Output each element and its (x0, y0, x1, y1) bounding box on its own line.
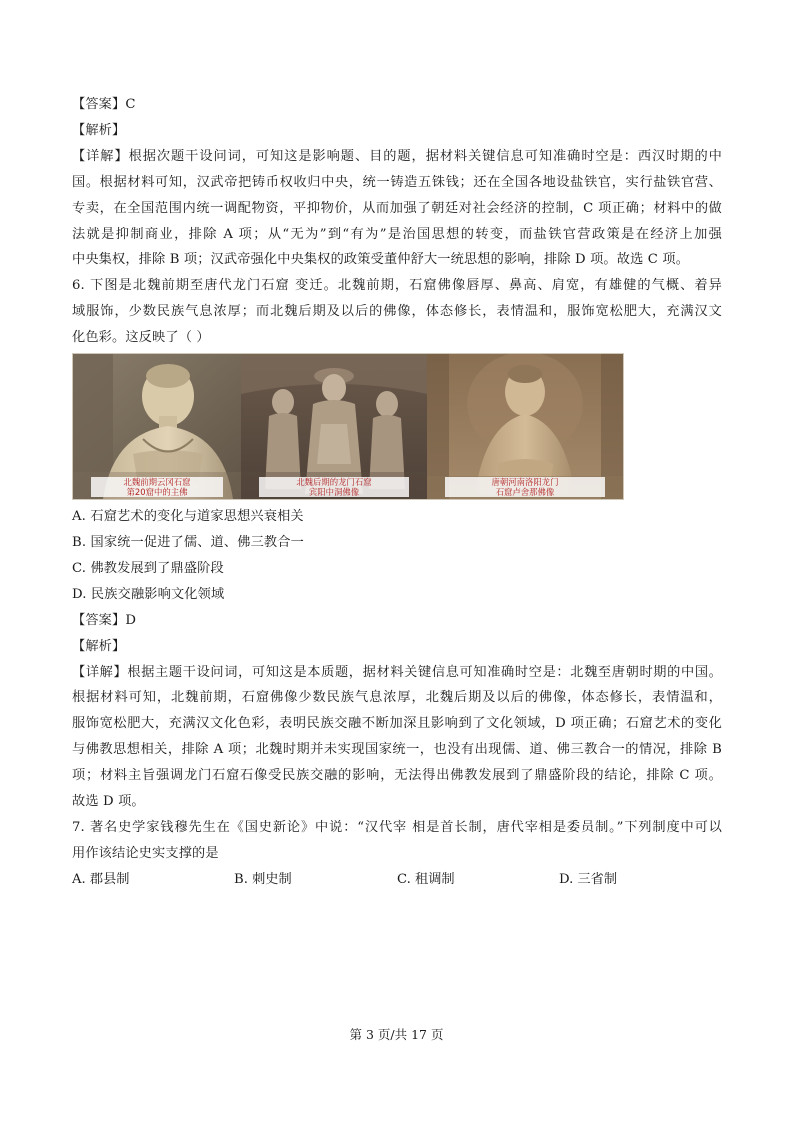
detail-q6-line: 【详解】根据主题干设问词，可知这是本质题，据材料关键信息可知准确时空是：北魏至唐朝时期的中国。 (72, 664, 722, 680)
caption-line: 北魏后期的龙门石窟 (259, 477, 409, 487)
caption-binyang (241, 477, 427, 497)
answer-q5: 【答案】C (72, 97, 136, 112)
longmen-vairocana-image (427, 354, 623, 499)
grotto-buddha-figure (72, 353, 624, 500)
question-6-line: 6. 下图是北魏前期至唐代龙门石窟 变迁。北魏前期，石窟佛像唇厚、鼻高、肩宽，有雄健的气概、着异 (72, 278, 722, 294)
caption-line: 石窟卢舍那佛像 (445, 487, 605, 497)
question-7-line: 7. 著名史学家钱穆先生在《国史新论》中说：“汉代宰 相是首长制，唐代宰相是委员制。”下列制度中可以 (72, 819, 722, 835)
detail-q6-line: 根据材料可知，北魏前期，石窟佛像少数民族气息浓厚，北魏后期及以后的佛像，体态修长，表情温和， (72, 690, 722, 706)
detail-q5 (72, 144, 722, 274)
caption-line: 北魏前期云冈石窟 (91, 477, 223, 487)
detail-q6-line: 项；材料主旨强调龙门石窟石像受民族交融的影响，无法得出佛教发展到了鼎盛阶段的结论，排除 C 项。 (72, 768, 722, 784)
question-7-option-c[interactable]: C. 租调制 (397, 871, 455, 887)
question-6-stem (72, 273, 722, 351)
question-6-line: 域服饰，少数民族气息浓厚；而北魏后期及以后的佛像，体态修长，表情温和，服饰宽松肥大，充满汉文 (72, 304, 722, 320)
question-7-option-a[interactable]: A. 郡县制 (72, 871, 130, 887)
question-6-option-d[interactable]: D. 民族交融影响文化领域 (72, 586, 225, 602)
question-7-option-b[interactable]: B. 刺史制 (234, 871, 292, 887)
page-footer: 第 3 页/共 17 页 (349, 1027, 444, 1042)
question-6-option-c[interactable]: C. 佛教发展到了鼎盛阶段 (72, 560, 224, 576)
caption-line: 宾阳中洞佛像 (259, 487, 409, 497)
caption-line: 第20窟中的主佛 (91, 487, 223, 497)
question-6-option-b[interactable]: B. 国家统一促进了儒、道、佛三教合一 (72, 534, 304, 550)
analysis-heading-q5: 【解析】 (72, 122, 126, 138)
question-6-line: 化色彩。这反映了（ ） (72, 330, 210, 346)
caption-vairocana (427, 477, 623, 497)
detail-q5-line: 中央集权，排除 B 项；汉武帝强化中央集权的政策受董仲舒大一统思想的影响，排除 D 项。故选 C 项。 (72, 252, 690, 268)
detail-q6-line: 与佛教思想相关，排除 A 项；北魏时期并未实现国家统一，也没有出现儒、道、佛三教合一的情况，排除 B (72, 742, 722, 758)
yungang-buddha-image (73, 354, 241, 499)
question-7-option-d[interactable]: D. 三省制 (559, 871, 618, 887)
detail-q6 (72, 660, 722, 815)
question-6-option-a[interactable]: A. 石窟艺术的变化与道家思想兴衰相关 (72, 509, 304, 525)
caption-yungang (73, 477, 241, 497)
detail-q6-line: 故选 D 项。 (72, 794, 145, 810)
longmen-binyang-image (241, 354, 427, 499)
question-7-stem (72, 815, 722, 867)
page-content (72, 92, 722, 893)
detail-q6-line: 服饰宽松肥大，充满汉文化色彩，表明民族交融不断加深且影响到了文化领域，D 项正确；石窟艺术的变化 (72, 716, 722, 732)
question-7-options (72, 867, 722, 893)
question-7-line: 用作该结论史实支撑的是 (72, 845, 219, 861)
detail-q5-line: 【详解】根据次题干设问词，可知这是影响题、目的题，据材料关键信息可知准确时空是：西汉时期的中 (72, 148, 722, 164)
analysis-heading-q6: 【解析】 (72, 638, 126, 654)
detail-q5-line: 国。根据材料可知，汉武帝把铸币权收归中央，统一铸造五铢钱；还在全国各地设盐铁官，实行盐铁官营、 (72, 174, 722, 190)
detail-q5-line: 专卖，在全国范围内统一调配物资，平抑物价，从而加强了朝廷对社会经济的控制，C 项正确；材料中的做 (72, 200, 722, 216)
caption-line: 唐朝河南洛阳龙门 (445, 477, 605, 487)
answer-q6: 【答案】D (72, 612, 137, 628)
detail-q5-line: 法就是抑制商业，排除 A 项；从“无为”到“有为”是治国思想的转变，而盐铁官营政策是在经济上加强 (72, 226, 722, 242)
